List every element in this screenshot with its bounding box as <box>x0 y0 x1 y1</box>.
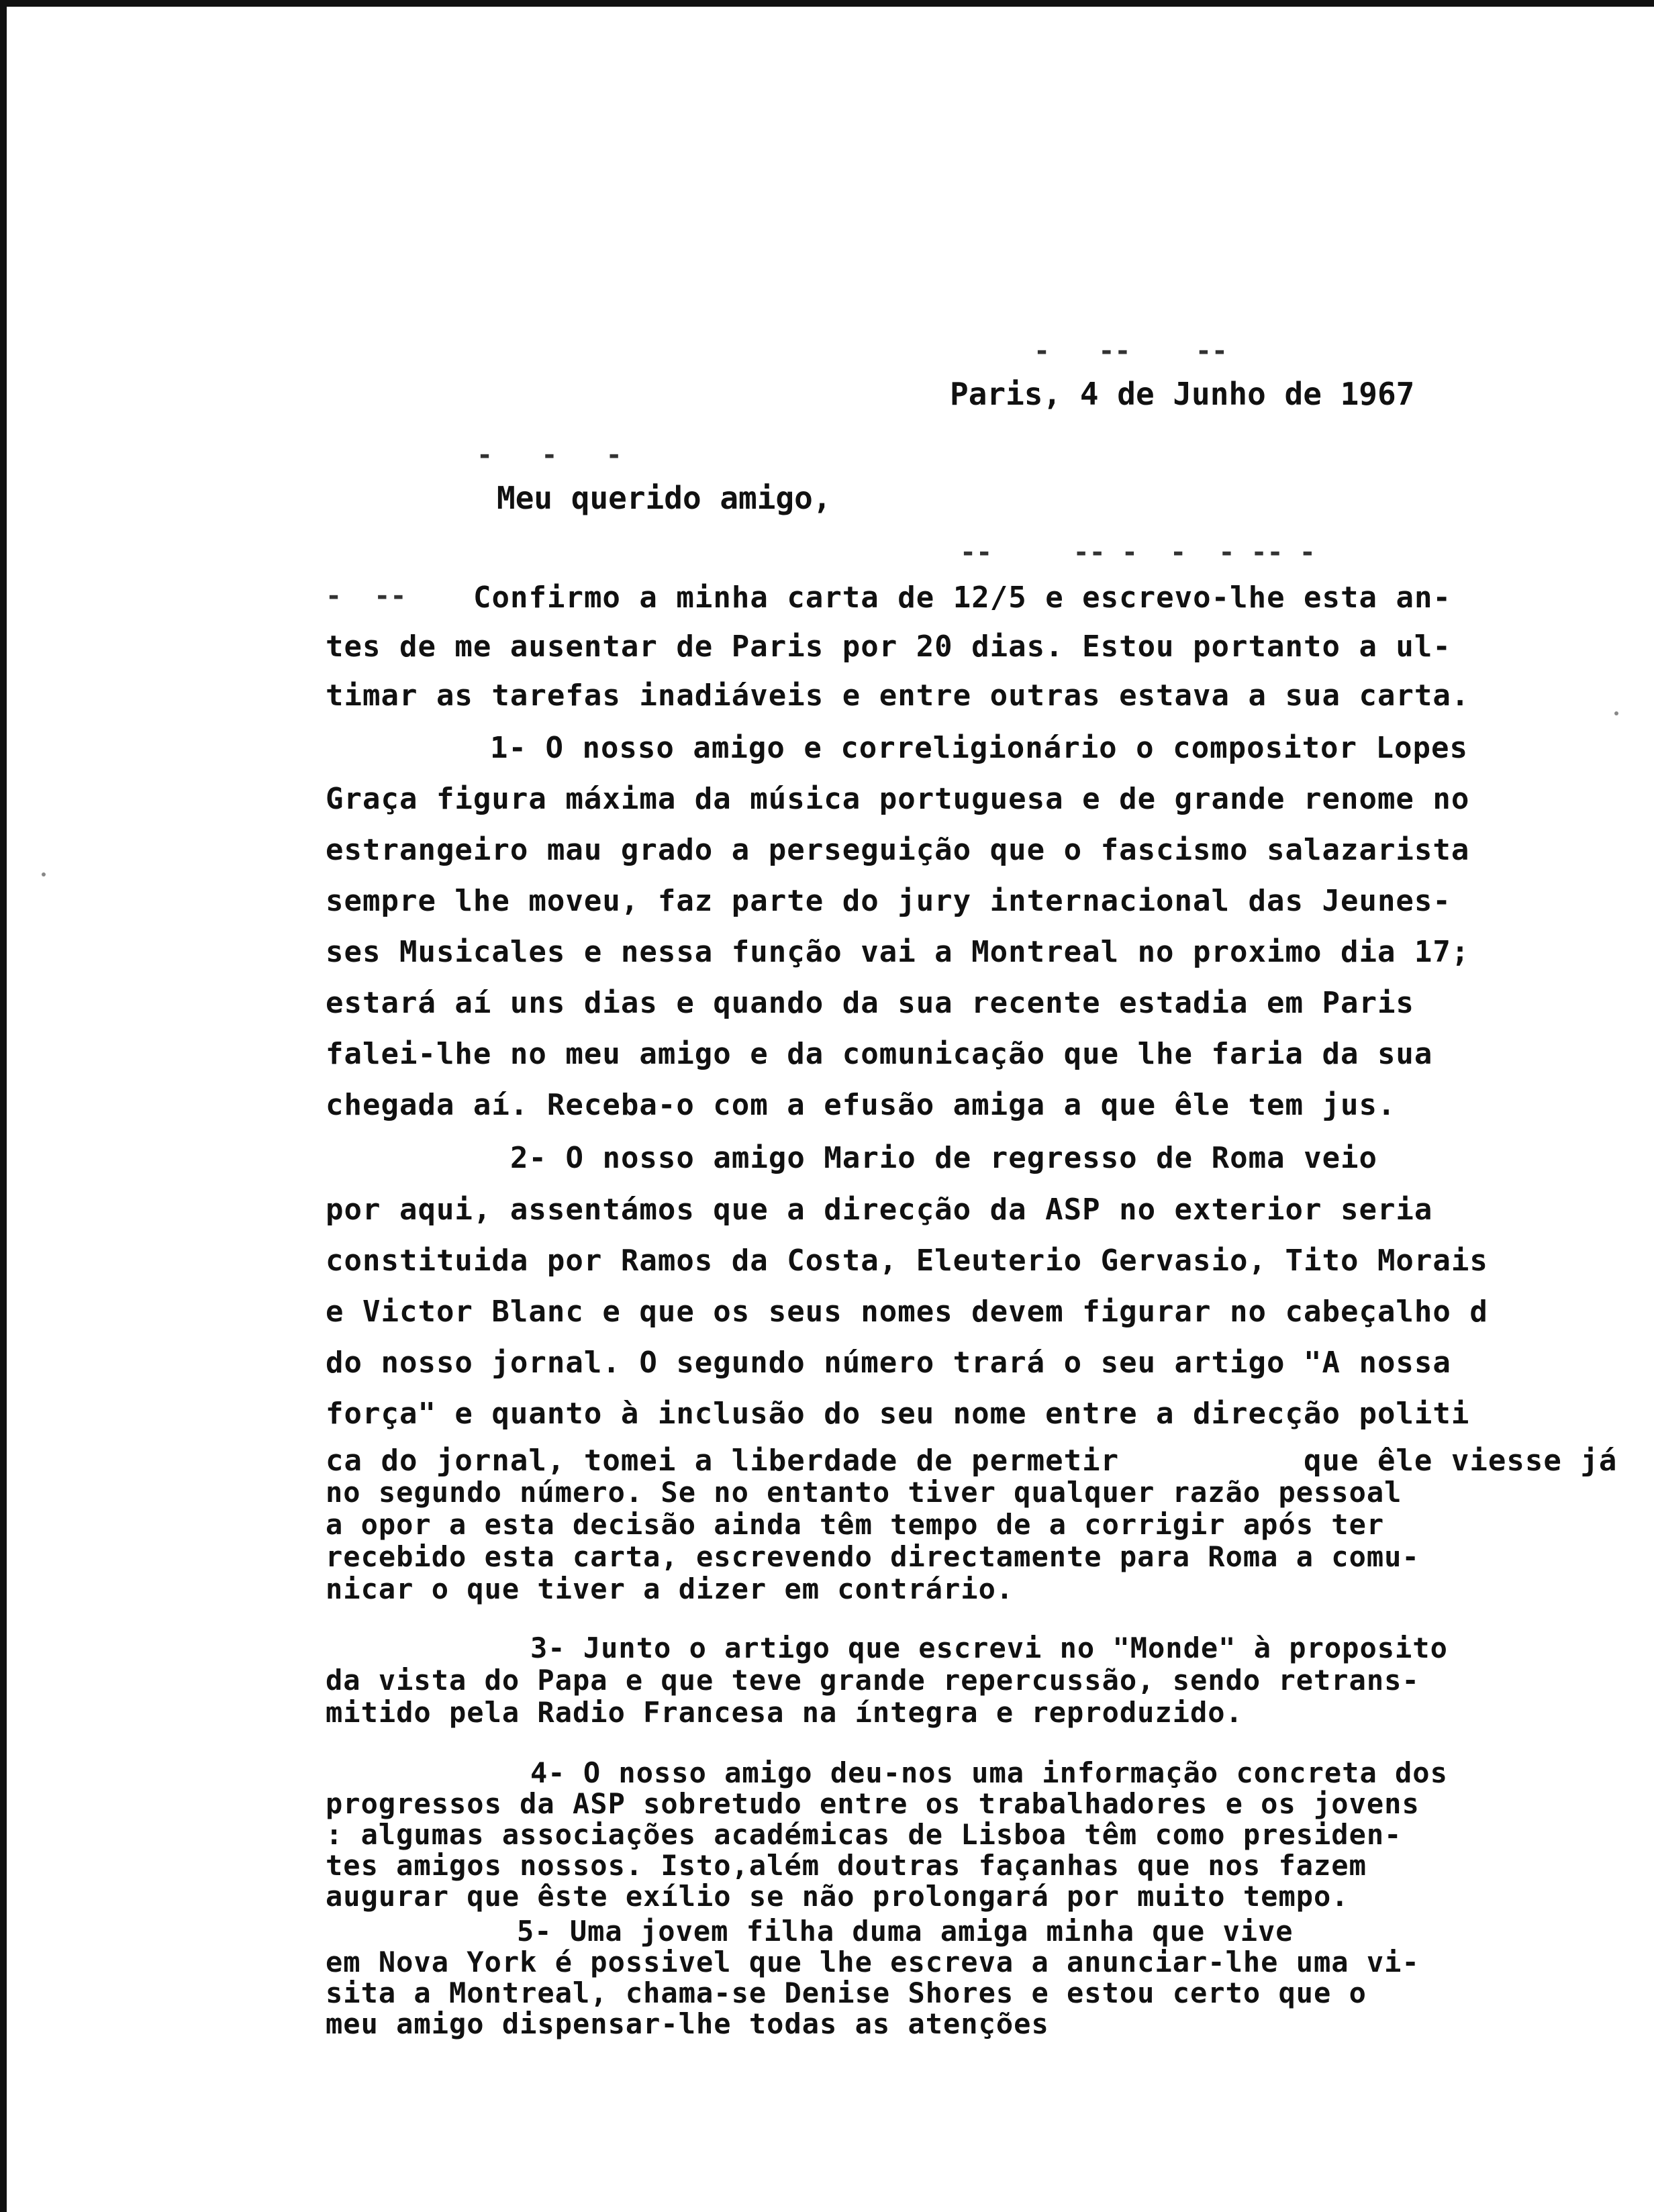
scan-speck <box>42 872 46 876</box>
body-line: meu amigo dispensar-lhe todas as atenções <box>326 2007 1049 2040</box>
body-line: constituida por Ramos da Costa, Eleuterio Gervasio, Tito Morais <box>326 1244 1488 1278</box>
body-line: progressos da ASP sobretudo entre os trabalhadores e os jovens <box>326 1787 1420 1820</box>
scan-speck <box>1614 711 1618 715</box>
body-line: da vista do Papa e que teve grande repercussão, sendo retrans- <box>326 1664 1420 1697</box>
paper-sheet <box>7 7 1654 2212</box>
body-line: por aqui, assentámos que a direcção da ASP no exterior seria <box>326 1193 1433 1227</box>
body-line: falei-lhe no meu amigo e da comunicação que lhe faria da sua <box>326 1037 1433 1071</box>
body-line: Confirmo a minha carta de 12/5 e escrevo-lhe esta an- <box>473 581 1451 615</box>
body-line: chegada aí. Receba-o com a efusão amiga a que êle tem jus. <box>326 1088 1396 1122</box>
body-line: 5- Uma jovem filha duma amiga minha que vive <box>517 1915 1294 1948</box>
body-line: tes amigos nossos. Isto,além doutras façanhas que nos fazem <box>326 1849 1367 1882</box>
body-line: sempre lhe moveu, faz parte do jury internacional das Jeunes- <box>326 884 1451 918</box>
body-line: augurar que êste exílio se não prolongará por muito tempo. <box>326 1880 1349 1913</box>
body-line: Graça figura máxima da música portuguesa e de grande renome no <box>326 782 1470 816</box>
body-line: ses Musicales e nessa função vai a Montreal no proximo dia 17; <box>326 935 1470 969</box>
body-line: : algumas associações académicas de Lisboa têm como presiden- <box>326 1818 1402 1851</box>
stray-mark: - - - <box>477 440 622 470</box>
body-line: recebido esta carta, escrevendo directamente para Roma a comu- <box>326 1540 1420 1573</box>
stray-mark: - -- <box>326 581 407 611</box>
body-line: estrangeiro mau grado a perseguição que o fascismo salazarista <box>326 833 1470 867</box>
stray-mark: -- -- - - - -- - <box>960 537 1316 568</box>
body-line: força" e quanto à inclusão do seu nome entre a direcção politi <box>326 1397 1470 1431</box>
body-line: estará aí uns dias e quando da sua recente estadia em Paris <box>326 986 1414 1020</box>
body-line: tes de me ausentar de Paris por 20 dias. Estou portanto a ul- <box>326 630 1451 664</box>
scan-border-left <box>0 0 7 2212</box>
scan-border-top <box>0 0 1654 7</box>
stray-mark: - -- -- <box>1034 336 1228 366</box>
body-line: timar as tarefas inadiáveis e entre outras estava a sua carta. <box>326 678 1470 713</box>
body-line: 1- O nosso amigo e correligionário o compositor Lopes <box>490 731 1468 765</box>
body-line: do nosso jornal. O segundo número trará o seu artigo "A nossa <box>326 1346 1451 1380</box>
letter-date: Paris, 4 de Junho de 1967 <box>950 376 1415 412</box>
body-line: nicar o que tiver a dizer em contrário. <box>326 1572 1014 1605</box>
body-line: 2- O nosso amigo Mario de regresso de Roma veio <box>510 1141 1378 1175</box>
body-line: a opor a esta decisão ainda têm tempo de a corrigir após ter <box>326 1508 1385 1541</box>
body-line: ca do jornal, tomei a liberdade de permetir que êle viesse já <box>326 1444 1618 1478</box>
body-line: no segundo número. Se no entanto tiver qualquer razão pessoal <box>326 1476 1402 1509</box>
body-line: 4- O nosso amigo deu-nos uma informação concreta dos <box>530 1756 1448 1789</box>
body-line: em Nova York é possivel que lhe escreva a anunciar-lhe uma vi- <box>326 1946 1420 1978</box>
body-line: sita a Montreal, chama-se Denise Shores e estou certo que o <box>326 1976 1367 2009</box>
body-line: e Victor Blanc e que os seus nomes devem figurar no cabeçalho d <box>326 1295 1488 1329</box>
body-line: 3- Junto o artigo que escrevi no "Monde" à proposito <box>530 1631 1448 1664</box>
letter-salutation: Meu querido amigo, <box>497 480 832 516</box>
body-line: mitido pela Radio Francesa na íntegra e reproduzido. <box>326 1696 1243 1729</box>
